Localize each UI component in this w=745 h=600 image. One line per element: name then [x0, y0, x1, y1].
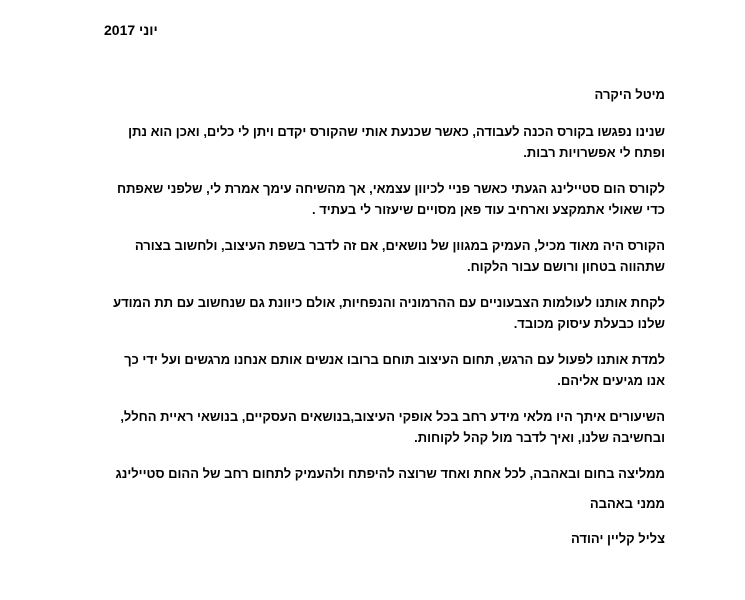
letter-paragraph: למדת אותנו לפעול עם הרגש, תחום העיצוב תוחם ברובו אנשים אותם אנחנו מרגשים ועל ידי כך אנו מגיעים אליהם.: [124, 352, 665, 388]
letter-paragraph: השיעורים איתך היו מלאי מידע רחב בכל אופקי העיצוב,בנושאים העסקיים, בנושאי ראיית החלל, ובחשיבה שלנו, ואיך לדבר מול קהל לקוחות.: [120, 409, 665, 445]
letter-paragraph: שנינו נפגשו בקורס הכנה לעבודה, כאשר שכנעת אותי שהקורס יקדם ויתן לי כלים, ואכן הוא נתן ופתח לי אפשרויות רבות.: [128, 124, 665, 160]
letter-date: יוני 2017: [104, 22, 158, 38]
letter-greeting: מיטל היקרה: [594, 87, 665, 102]
letter-closing: [265, 493, 665, 549]
letter-paragraph: לקורס הום סטיילינג הגעתי כאשר פניי לכיוון עצמאי, אך מהשיחה עימך אמרת לי, שלפני שאפתח כדי שאולי אתמקצע וארחיב עוד פאן מסויים שיעזור לי בעתיד .: [117, 181, 665, 217]
letter-paragraph: לקחת אותנו לעולמות הצבעוניים עם ההרמוניה והנפחיות, אולם כיוונת גם שנחשוב עם תת המודע שלנו כבעלת עיסוק מכובד.: [113, 295, 665, 331]
letter-signoff: ממני באהבה: [589, 496, 665, 511]
letter-body: [103, 84, 665, 499]
letter-paragraph: הקורס היה מאוד מכיל, העמיק במגוון של נושאים, אם זה לדבר בשפת העיצוב, ולחשוב בצורה שתהווה בטחון ורושם עבור הלקוח.: [134, 238, 665, 274]
letter-paragraph: ממליצה בחום ובאהבה, לכל אחת ואחד שרוצה להיפתח ולהעמיק לתחום רחב של ההום סטיילינג: [115, 466, 665, 481]
letter-signature: צליל קליין יהודה: [571, 531, 665, 546]
